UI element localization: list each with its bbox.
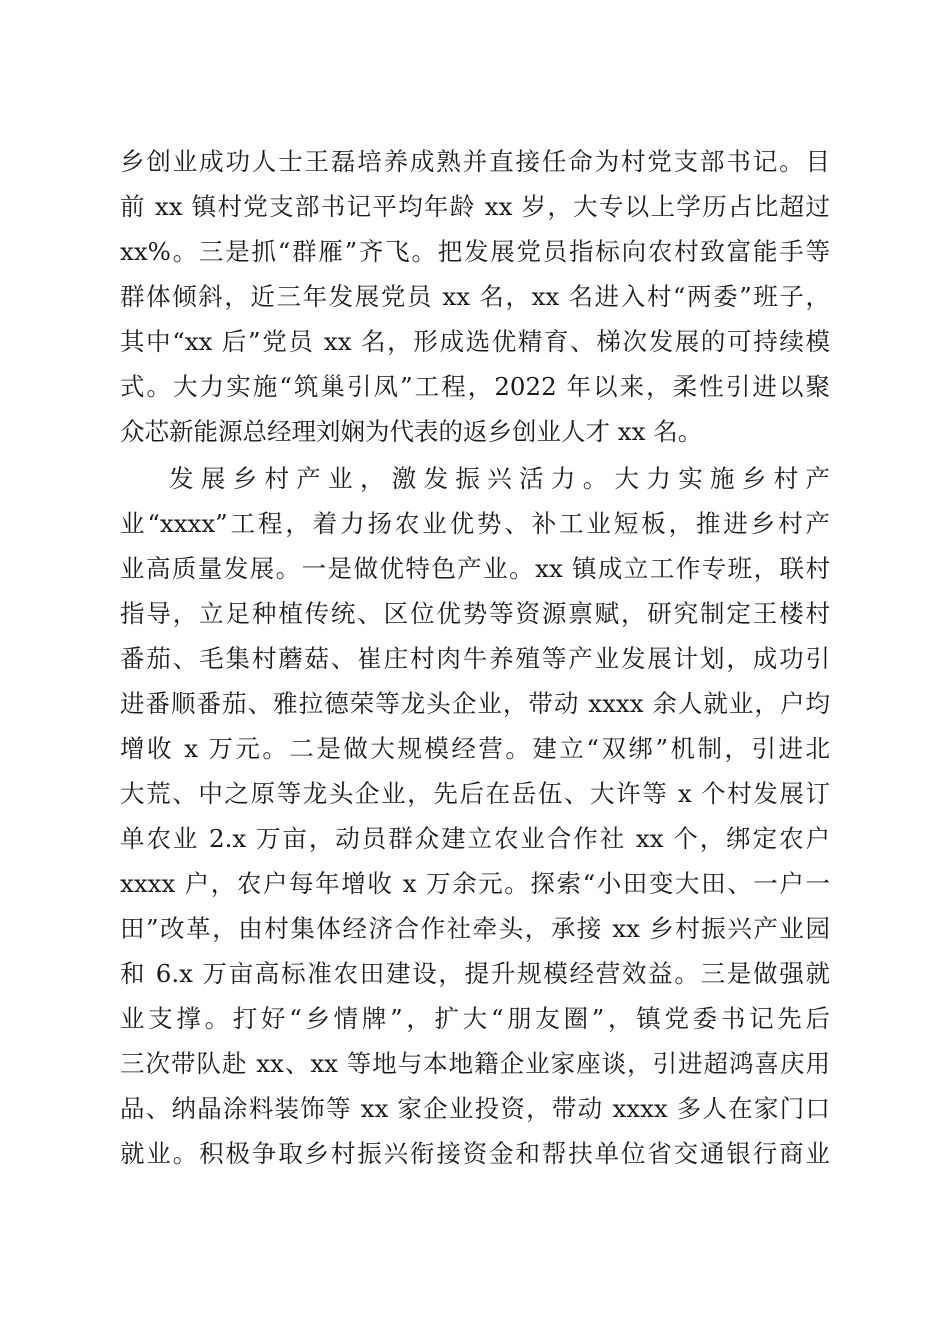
paragraph-line: xxxx 户，农户每年增收 x 万余元。探索“小田变大田、一户一 [120, 869, 830, 898]
paragraph-line: 单农业 2.x 万亩，动员群众建立农业合作社 xx 个，绑定农户 [120, 824, 830, 853]
paragraph-2 [120, 456, 830, 1176]
paragraph-line: 和 6.x 万亩高标准农田建设，提升规模经营效益。三是做强就 [120, 959, 830, 988]
paragraph-line: 进番顺番茄、雅拉德荣等龙头企业，带动 xxxx 余人就业，户均 [120, 689, 830, 718]
paragraph-line: 其中“xx 后”党员 xx 名，形成选优精育、梯次发展的可持续模 [120, 327, 830, 356]
paragraph-line: 式。大力实施“筑巢引凤”工程，2022 年以来，柔性引进以聚 [120, 372, 830, 401]
paragraph-line: 群体倾斜，近三年发展党员 xx 名，xx 名进入村“两委”班子， [120, 282, 830, 311]
paragraph-line: 业支撑。打好“乡情牌”，扩大“朋友圈”，镇党委书记先后 [120, 1004, 830, 1033]
paragraph-line: 指导，立足种植传统、区位优势等资源禀赋，研究制定王楼村 [120, 599, 830, 628]
paragraph-line: 业“xxxx”工程，着力扬农业优势、补工业短板，推进乡村产 [120, 509, 830, 538]
paragraph-line: 就业。积极争取乡村振兴衔接资金和帮扶单位省交通银行商业 [120, 1139, 830, 1168]
paragraph-line: 前 xx 镇村党支部书记平均年龄 xx 岁，大专以上学历占比超过 [120, 192, 830, 221]
paragraph-line: 发展乡村产业，激发振兴活力。大力实施乡村产 [169, 464, 830, 493]
paragraph-line: 增收 x 万元。二是做大规模经营。建立“双绑”机制，引进北 [120, 734, 830, 763]
paragraph-line: 大荒、中之原等龙头企业，先后在岳伍、大许等 x 个村发展订 [120, 779, 830, 808]
paragraph-line: 品、纳晶涂料装饰等 xx 家企业投资，带动 xxxx 多人在家门口 [120, 1094, 830, 1123]
paragraph-line: 三次带队赴 xx、xx 等地与本地籍企业家座谈，引进超鸿喜庆用 [120, 1049, 830, 1078]
paragraph-line: 乡创业成功人士王磊培养成熟并直接任命为村党支部书记。目 [120, 147, 830, 176]
paragraph-line: 番茄、毛集村蘑菇、崔庄村肉牛养殖等产业发展计划，成功引 [120, 644, 830, 673]
paragraph-line: 众芯新能源总经理刘娴为代表的返乡创业人才 xx 名。 [120, 417, 703, 446]
paragraph-1 [120, 139, 830, 454]
paragraph-line: xx%。三是抓“群雁”齐飞。把发展党员指标向农村致富能手等 [120, 237, 830, 266]
paragraph-line: 业高质量发展。一是做优特色产业。xx 镇成立工作专班，联村 [120, 554, 830, 583]
paragraph-line: 田”改革，由村集体经济合作社牵头，承接 xx 乡村振兴产业园 [120, 914, 830, 943]
